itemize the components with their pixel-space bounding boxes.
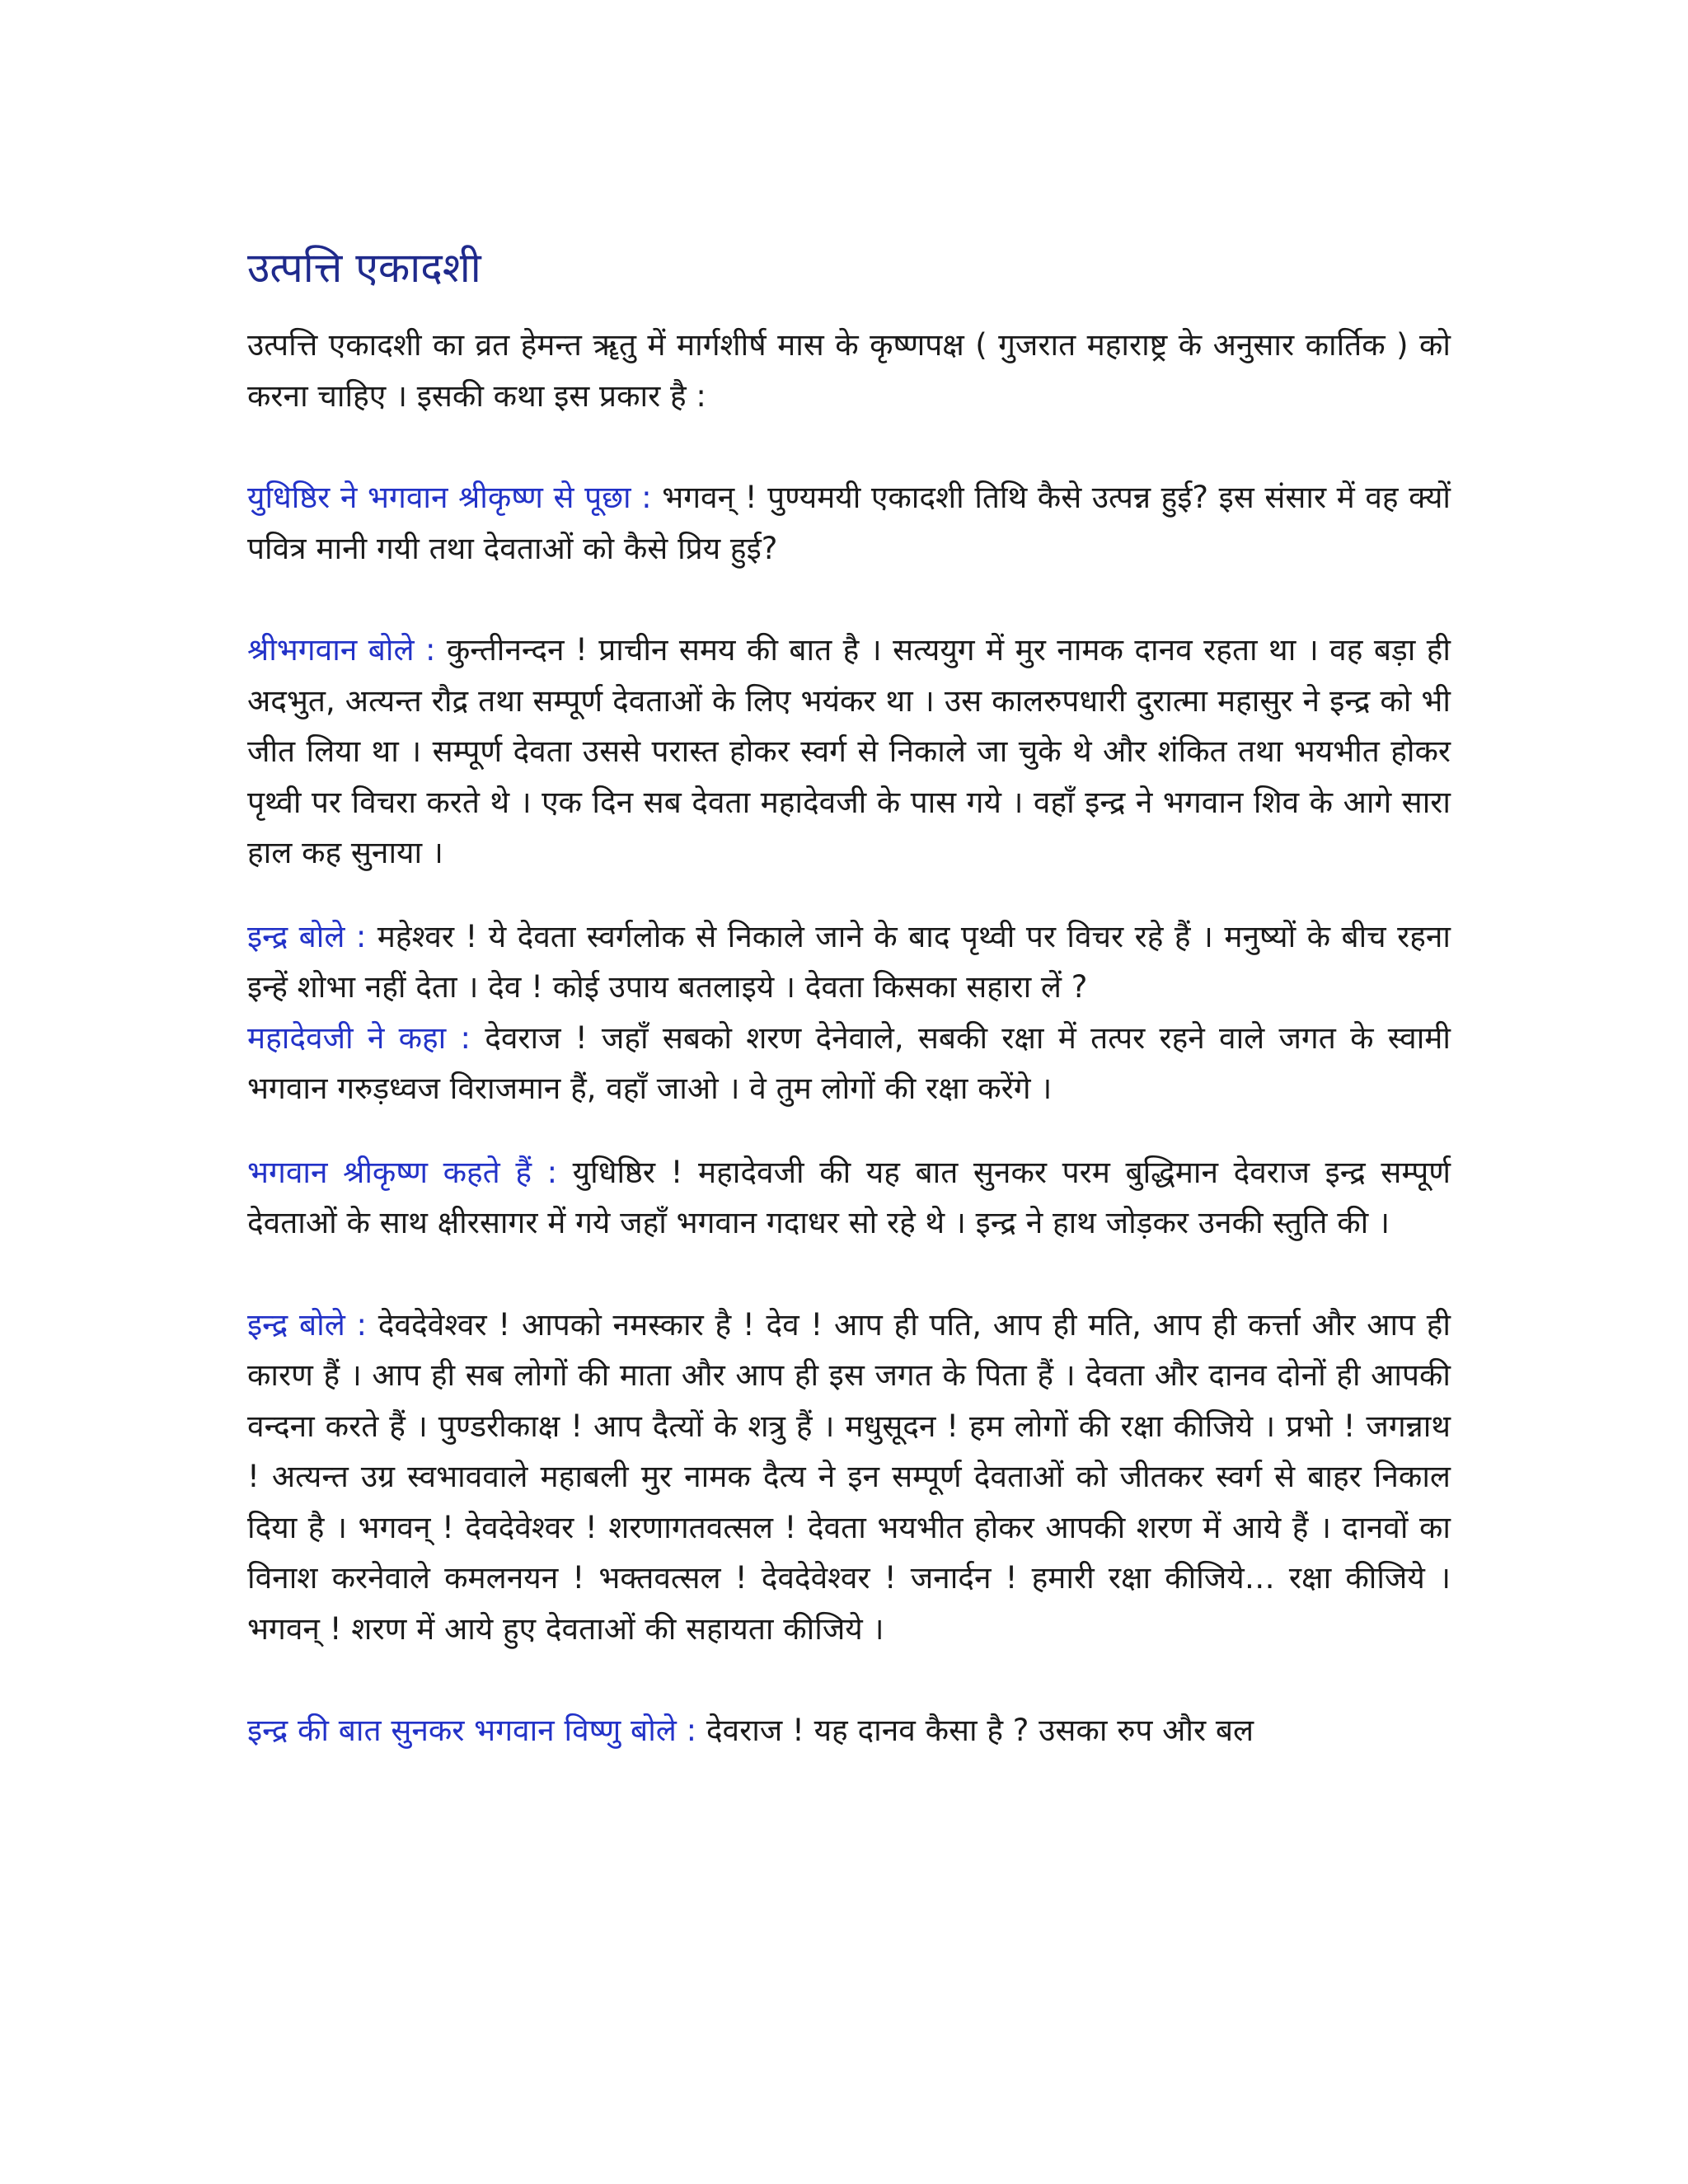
paragraph-spacer bbox=[247, 421, 1451, 472]
intro-paragraph: उत्पत्ति एकादशी का व्रत हेमन्त ॠतु में मार्गशीर्ष मास के कृष्णपक्ष ( गुजरात महाराष्ट्र के अनुसार कार्तिक ) को करना चाहिए । इसकी कथा इस प्रकार है : bbox=[247, 327, 1451, 414]
paragraph-text: देवराज ! जहाँ सबको शरण देनेवाले, सबकी रक्षा में तत्पर रहने वाले जगत के स्वामी भगवान गरुड़ध्वज विराजमान हैं, वहाँ जाओ । वे तुम लोगों की रक्षा करेंगे । bbox=[247, 1019, 1451, 1106]
paragraph-spacer bbox=[247, 879, 1451, 912]
paragraph-mahadev-reply bbox=[247, 1013, 1451, 1114]
paragraph-text: युधिष्ठिर ! महादेवजी की यह बात सुनकर परम बुद्धिमान देवराज इन्द्र सम्पूर्ण देवताओं के साथ क्षीरसागर में गये जहाँ भगवान गदाधर सो रहे थे । इन्द्र ने हाथ जोड़कर उनकी स्तुति की । bbox=[247, 1154, 1451, 1240]
paragraph-indra-prayer bbox=[247, 1300, 1451, 1655]
paragraph-text: कुन्तीनन्दन ! प्राचीन समय की बात है । सत्ययुग में मुर नामक दानव रहता था । वह बड़ा ही अदभुत, अत्यन्त रौद्र तथा सम्पूर्ण देवताओं के लिए भयंकर था । उस कालरुपधारी दुरात्मा महासुर ने इन्द्र को भी जीत लिया था । सम्पूर्ण देवता उससे परास्त होकर स्वर्ग से निकाले जा चुके थे और शंकित तथा भयभीत होकर पृथ्वी पर विचरा करते थे । एक दिन सब देवता महादेवजी के पास गये । वहाँ इन्द्र ने भगवान शिव के आगे सारा हाल कह सुनाया । bbox=[247, 632, 1451, 870]
speaker-label: युधिष्ठिर ने भगवान श्रीकृष्ण से पूछा : bbox=[247, 480, 652, 515]
paragraph-yudhishthira-question bbox=[247, 472, 1451, 574]
paragraph-text: भगवन् ! पुण्यमयी एकादशी तिथि कैसे उत्पन्न हुई? इस संसार में वह क्यों पवित्र मानी गयी तथा देवताओं को कैसे प्रिय हुई? bbox=[247, 480, 1451, 566]
paragraph-spacer bbox=[247, 1654, 1451, 1705]
paragraph-text: देवदेवेश्वर ! आपको नमस्कार है ! देव ! आप ही पति, आप ही मति, आप ही कर्त्ता और आप ही कारण हैं । आप ही सब लोगों की माता और आप ही इस जगत के पिता हैं । देवता और दानव दोनों ही आपकी वन्दना करते हैं । पुण्डरीकाक्ष ! आप दैत्यों के शत्रु हैं । मधुसूदन ! हम लोगों की रक्षा कीजिये । प्रभो ! जगन्नाथ ! अत्यन्त उग्र स्वभाववाले महाबली मुर नामक दैत्य ने इन सम्पूर्ण देवताओं को जीतकर स्वर्ग से बाहर निकाल दिया है । भगवन् ! देवदेवेश्वर ! शरणागतवत्सल ! देवता भयभीत होकर आपकी शरण में आये हैं । दानवों का विनाश करनेवाले कमलनयन ! भक्तवत्सल ! देवदेवेश्वर ! जनार्दन ! हमारी रक्षा कीजिये… रक्षा कीजिये । भगवन् ! शरण में आये हुए देवताओं की सहायता कीजिये । bbox=[247, 1306, 1451, 1647]
speaker-label: भगवान श्रीकृष्ण कहते हैं : bbox=[247, 1154, 558, 1190]
paragraph-indra-plea bbox=[247, 912, 1451, 1013]
paragraph-vishnu-reply bbox=[247, 1705, 1451, 1756]
paragraph-shri-bhagwan-reply bbox=[247, 625, 1451, 879]
paragraph-text: महेश्वर ! ये देवता स्वर्गलोक से निकाले जाने के बाद पृथ्वी पर विचर रहे हैं । मनुष्यों के बीच रहना इन्हें शोभा नहीं देता । देव ! कोई उपाय बतलाइये । देवता किसका सहारा लें ? bbox=[247, 918, 1451, 1005]
page-title: उत्पत्ति एकादशी bbox=[247, 244, 481, 292]
speaker-label: इन्द्र बोले : bbox=[247, 918, 367, 954]
speaker-label: श्रीभगवान बोले : bbox=[247, 632, 436, 668]
speaker-label: महादेवजी ने कहा : bbox=[247, 1019, 471, 1056]
speaker-label: इन्द्र बोले : bbox=[247, 1306, 368, 1343]
document-page bbox=[247, 239, 1451, 1756]
paragraph-spacer bbox=[247, 1249, 1451, 1300]
paragraph-text: देवराज ! यह दानव कैसा है ? उसका रुप और बल bbox=[696, 1713, 1254, 1748]
paragraph-spacer bbox=[247, 1114, 1451, 1147]
paragraph-krishna-narration bbox=[247, 1147, 1451, 1249]
paragraph-spacer bbox=[247, 574, 1451, 625]
speaker-label: इन्द्र की बात सुनकर भगवान विष्णु बोले : bbox=[247, 1713, 697, 1748]
